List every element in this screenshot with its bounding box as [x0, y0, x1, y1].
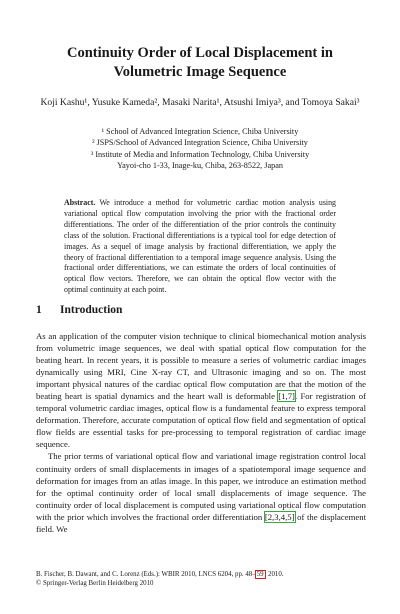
paragraph-1-text-a: As an application of the computer vision technique to clinical biomechanical motion analysis from volumetric image sequences, we deal with spatial optical flow computation for the beating heart. In recent years, it is possible to measure a series of volumetric cardiac images dynamically using MRI, Cine X-ray CT, and Ultrasonic imaging and so on. The most important physical natures of the cardiac optical flow computation are that the motion of the beating heart is spatial dynamics and the heart wall is deformable [36, 331, 366, 402]
affiliations [40, 126, 360, 172]
paragraph-2 [36, 450, 366, 534]
body-text [36, 330, 366, 535]
affiliation-3: ³ Institute of Media and Information Technology, Chiba University [90, 149, 310, 159]
author-list: Koji Kashu¹, Yusuke Kameda², Masaki Narita¹, Atsushi Imiya³, and Tomoya Sakai³ [40, 97, 360, 108]
paper-title: Continuity Order of Local Displacement in Volumetric Image Sequence [67, 45, 333, 80]
abstract-text: We introduce a method for volumetric cardiac motion analysis using variational optical flow computation involving the prior with the fractional order differentiations. The order of the differentiation of the prior controls the continuity class of the solution. Fractional differentiations is a typical tool for edge detection of images. As a sequel of image analysis by fractional differentiation, we apply the theory of fractional differentiation to a temporal image sequence analysis. Using the fractional order differentiations, we can estimate the orders of local continuities of optical flow vectors. Therefore, we can obtain the optical flow vector with the optimal continuity at each point. [64, 198, 336, 295]
footer-citation [36, 570, 366, 588]
paragraph-1 [36, 330, 366, 450]
affiliation-1: ¹ School of Advanced Integration Science, Chiba University [101, 127, 299, 136]
citation-link[interactable]: [1,7] [278, 391, 295, 402]
footer-line-2: © Springer-Verlag Berlin Heidelberg 2010 [36, 580, 154, 588]
footer-line-1-b: , 2010. [264, 571, 284, 578]
affiliation-address: Yayoi-cho 1-33, Inage-ku, Chiba, 263-8522, Japan [117, 161, 283, 171]
section-heading [36, 304, 366, 316]
abstract [64, 198, 336, 296]
paragraph-1-text-b: . For registration of temporal volumetric cardiac images, optical flow is a fundamental feature to express temporal deformation. Therefore, accurate computation of optical flow field and segmentation of optical flow fields are essential tasks for pre-processing to temporal registration of cardiac image sequence. [36, 391, 367, 450]
abstract-label: Abstract. [64, 198, 96, 207]
footer-line-1 [36, 570, 366, 579]
paragraph-2-text-a: The prior terms of variational optical flow and variational image registration control local continuity orders of small displacements in images of a spatiotemporal image sequence and deformation for images from an atlas image. In this paper, we introduce an estimation method for the optimal continuity order of local small displacements of image sequence. The continuity order of local displacement is computed using variational optical flow computation with the prior which involves the fractional order differentiation [36, 451, 366, 522]
paragraph-2-text-b: of the displacement field. We [36, 511, 366, 534]
section-number: 1 [36, 304, 42, 316]
citation-link[interactable]: [2,3,4,5] [264, 511, 295, 522]
affiliation-2: ² JSPS/School of Advanced Integration Science, Chiba University [92, 138, 308, 148]
section-title: Introduction [60, 304, 123, 316]
page-number-link[interactable]: 59 [256, 571, 264, 578]
footer-line-1-a: B. Fischer, B. Dawant, and C. Lorenz (Eds.): WBIR 2010, LNCS 6204, pp. 48– [36, 571, 256, 578]
